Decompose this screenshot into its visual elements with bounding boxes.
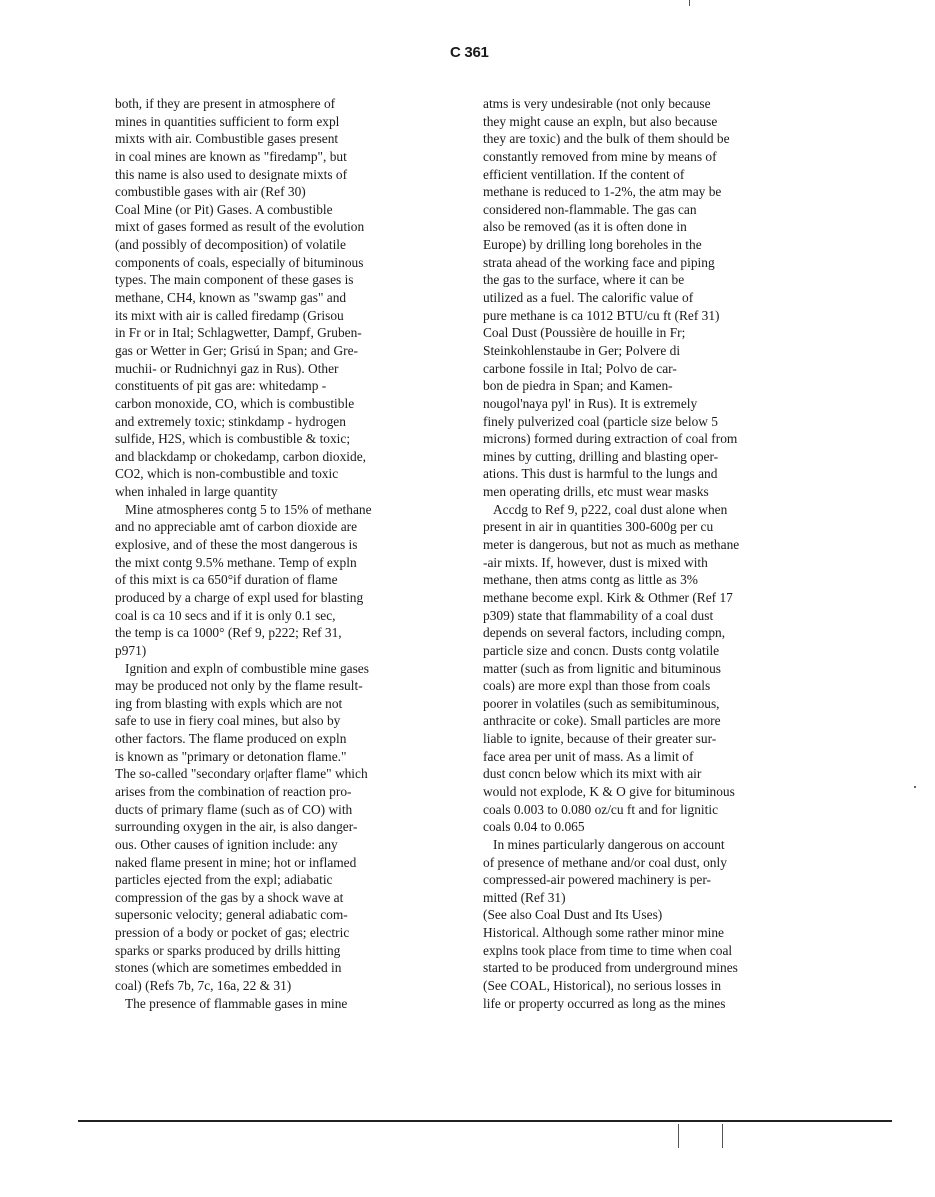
text-line: the temp is ca 1000° (Ref 9, p222; Ref 31, — [115, 625, 342, 641]
text-line: microns) formed during extraction of coal from — [483, 431, 738, 447]
text-line: Historical. Although some rather minor mine — [483, 925, 724, 941]
text-line: arises from the combination of reaction pro- — [115, 783, 352, 799]
text-line: dust concn below which its mixt with air — [483, 766, 702, 782]
text-line: muchii- or Rudnichnyi gaz in Rus). Other — [115, 360, 339, 376]
text-line: naked flame present in mine; hot or inflamed — [115, 854, 357, 870]
text-line: in Fr or in Ital; Schlagwetter, Dampf, Gruben- — [115, 325, 362, 341]
text-line: poorer in volatiles (such as semibituminous, — [483, 695, 720, 711]
text-line: carbone fossile in Ital; Polvo de car- — [483, 360, 677, 376]
text-line: (See COAL, Historical), no serious losses in — [483, 978, 722, 994]
text-line: the mixt contg 9.5% methane. Temp of expln — [115, 554, 357, 570]
text-line: explosive, and of these the most dangerous is — [115, 537, 358, 553]
text-line: The so-called "secondary or|after flame" which — [115, 766, 368, 782]
text-line: mixt of gases formed as result of the evolution — [115, 219, 365, 235]
text-line: explns took place from time to time when coal — [483, 942, 733, 958]
text-line: other factors. The flame produced on expln — [115, 731, 347, 747]
text-line: nougol'naya pyl' in Rus). It is extremely — [483, 395, 698, 411]
text-line: methane, CH4, known as "swamp gas" and — [115, 290, 347, 306]
text-line: is known as "primary or detonation flame." — [115, 748, 347, 764]
text-line: considered non-flammable. The gas can — [483, 201, 697, 217]
text-line: pure methane is ca 1012 BTU/cu ft (Ref 31) — [483, 307, 720, 323]
text-line: atms is very undesirable (not only because — [483, 96, 711, 111]
text-line: Europe) by drilling long boreholes in the — [483, 237, 702, 253]
text-line: mines by cutting, drilling and blasting oper- — [483, 448, 719, 464]
bottom-tick-mark — [678, 1124, 679, 1148]
text-line: started to be produced from underground mines — [483, 960, 738, 976]
text-line: p309) state that flammability of a coal dust — [483, 607, 714, 623]
text-line: ing from blasting with expls which are not — [115, 695, 343, 711]
text-line: safe to use in fiery coal mines, but also by — [115, 713, 341, 729]
text-line: Ignition and expln of combustible mine gases — [125, 660, 369, 676]
text-line: supersonic velocity; general adiabatic com- — [115, 907, 348, 923]
text-line: and extremely toxic; stinkdamp - hydrogen — [115, 413, 346, 429]
text-line: coals 0.04 to 0.065 — [483, 819, 585, 835]
text-line: methane, then atms contg as little as 3% — [483, 572, 698, 588]
text-line: depends on several factors, including compn, — [483, 625, 726, 641]
bottom-tick-mark — [722, 1124, 723, 1148]
text-line: -air mixts. If, however, dust is mixed with — [483, 554, 708, 570]
text-line: compressed-air powered machinery is per- — [483, 872, 712, 888]
text-line: particles ejected from the expl; adiabatic — [115, 872, 333, 888]
text-line: coals 0.003 to 0.080 oz/cu ft and for lignitic — [483, 801, 719, 817]
text-line: pression of a body or pocket of gas; electric — [115, 925, 350, 941]
text-line: matter (such as from lignitic and bituminous — [483, 660, 722, 676]
text-line: present in air in quantities 300-600g per cu — [483, 519, 714, 535]
text-line: of presence of methane and/or coal dust, only — [483, 854, 727, 870]
text-line: coals) are more expl than those from coals — [483, 678, 711, 694]
text-line: carbon monoxide, CO, which is combustible — [115, 395, 355, 411]
text-line: (See also Coal Dust and Its Uses) — [483, 907, 663, 923]
text-line: sparks or sparks produced by drills hitting — [115, 942, 341, 958]
text-line: its mixt with air is called firedamp (Grisou — [115, 307, 344, 323]
text-line: coal is ca 10 secs and if it is only 0.1 sec, — [115, 607, 336, 623]
text-line: stones (which are sometimes embedded in — [115, 960, 342, 976]
text-line: Accdg to Ref 9, p222, coal dust alone when — [493, 501, 728, 517]
scan-speck — [914, 786, 916, 788]
left-column — [115, 95, 445, 1012]
text-line: this name is also used to designate mixts of — [115, 166, 348, 182]
text-line: Steinkohlenstaube in Ger; Polvere di — [483, 342, 681, 358]
text-line: coal) (Refs 7b, 7c, 16a, 22 & 31) — [115, 978, 292, 994]
page-number: C 361 — [450, 44, 489, 61]
text-line: methane is reduced to 1-2%, the atm may be — [483, 184, 722, 200]
text-line: p971) — [115, 642, 147, 658]
text-line: utilized as a fuel. The calorific value of — [483, 290, 694, 306]
text-line: mixts with air. Combustible gases present — [115, 131, 339, 147]
text-line: bon de piedra in Span; and Kamen- — [483, 378, 673, 394]
text-line: efficient ventillation. If the content of — [483, 166, 685, 182]
text-line: Mine atmospheres contg 5 to 15% of methane — [125, 501, 372, 517]
text-line: CO2, which is non-combustible and toxic — [115, 466, 339, 482]
text-line: liable to ignite, because of their greater sur- — [483, 731, 717, 747]
text-line: Coal Mine (or Pit) Gases. A combustible — [115, 201, 333, 217]
text-line: face area per unit of mass. As a limit of — [483, 748, 694, 764]
text-line: may be produced not only by the flame result- — [115, 678, 363, 694]
text-line: ducts of primary flame (such as of CO) with — [115, 801, 353, 817]
text-line: would not explode, K & O give for bituminous — [483, 783, 735, 799]
text-line: finely pulverized coal (particle size below 5 — [483, 413, 718, 429]
text-line: of this mixt is ca 650°if duration of flame — [115, 572, 338, 588]
text-line: gas or Wetter in Ger; Grisú in Span; and Gre- — [115, 342, 358, 358]
text-line: also be removed (as it is often done in — [483, 219, 687, 235]
bottom-rule — [78, 1120, 892, 1122]
text-line: compression of the gas by a shock wave at — [115, 889, 344, 905]
text-line: combustible gases with air (Ref 30) — [115, 184, 306, 200]
text-line: mines in quantities sufficient to form expl — [115, 113, 340, 129]
text-line: men operating drills, etc must wear masks — [483, 484, 709, 500]
text-line: mitted (Ref 31) — [483, 889, 566, 905]
text-line: both, if they are present in atmosphere of — [115, 96, 336, 111]
right-column — [483, 95, 813, 1012]
text-line: In mines particularly dangerous on account — [493, 836, 725, 852]
text-line: in coal mines are known as "firedamp", but — [115, 148, 347, 164]
text-line: sulfide, H2S, which is combustible & toxic; — [115, 431, 351, 447]
text-line: ations. This dust is harmful to the lungs and — [483, 466, 718, 482]
text-line: strata ahead of the working face and piping — [483, 254, 715, 270]
text-line: constituents of pit gas are: whitedamp - — [115, 378, 327, 394]
text-line: types. The main component of these gases is — [115, 272, 354, 288]
text-line: and no appreciable amt of carbon dioxide are — [115, 519, 358, 535]
text-line: ous. Other causes of ignition include: any — [115, 836, 338, 852]
text-line: they are toxic) and the bulk of them should be — [483, 131, 730, 147]
text-line: produced by a charge of expl used for blasting — [115, 589, 364, 605]
text-line: the gas to the surface, where it can be — [483, 272, 685, 288]
text-line: components of coals, especially of bituminous — [115, 254, 364, 270]
text-line: surrounding oxygen in the air, is also danger- — [115, 819, 358, 835]
text-line: and blackdamp or chokedamp, carbon dioxide, — [115, 448, 366, 464]
top-tick-mark — [689, 0, 690, 6]
text-line: Coal Dust (Poussière de houille in Fr; — [483, 325, 686, 341]
text-line: methane become expl. Kirk & Othmer (Ref 17 — [483, 589, 733, 605]
text-line: (and possibly of decomposition) of volatile — [115, 237, 346, 253]
text-line: particle size and concn. Dusts contg volatile — [483, 642, 720, 658]
text-line: when inhaled in large quantity — [115, 484, 278, 500]
text-line: constantly removed from mine by means of — [483, 148, 717, 164]
text-line: meter is dangerous, but not as much as methane — [483, 537, 740, 553]
text-line: they might cause an expln, but also because — [483, 113, 718, 129]
text-line: life or property occurred as long as the mines — [483, 995, 726, 1011]
text-line: The presence of flammable gases in mine — [125, 995, 348, 1011]
text-line: anthracite or coke). Small particles are more — [483, 713, 721, 729]
